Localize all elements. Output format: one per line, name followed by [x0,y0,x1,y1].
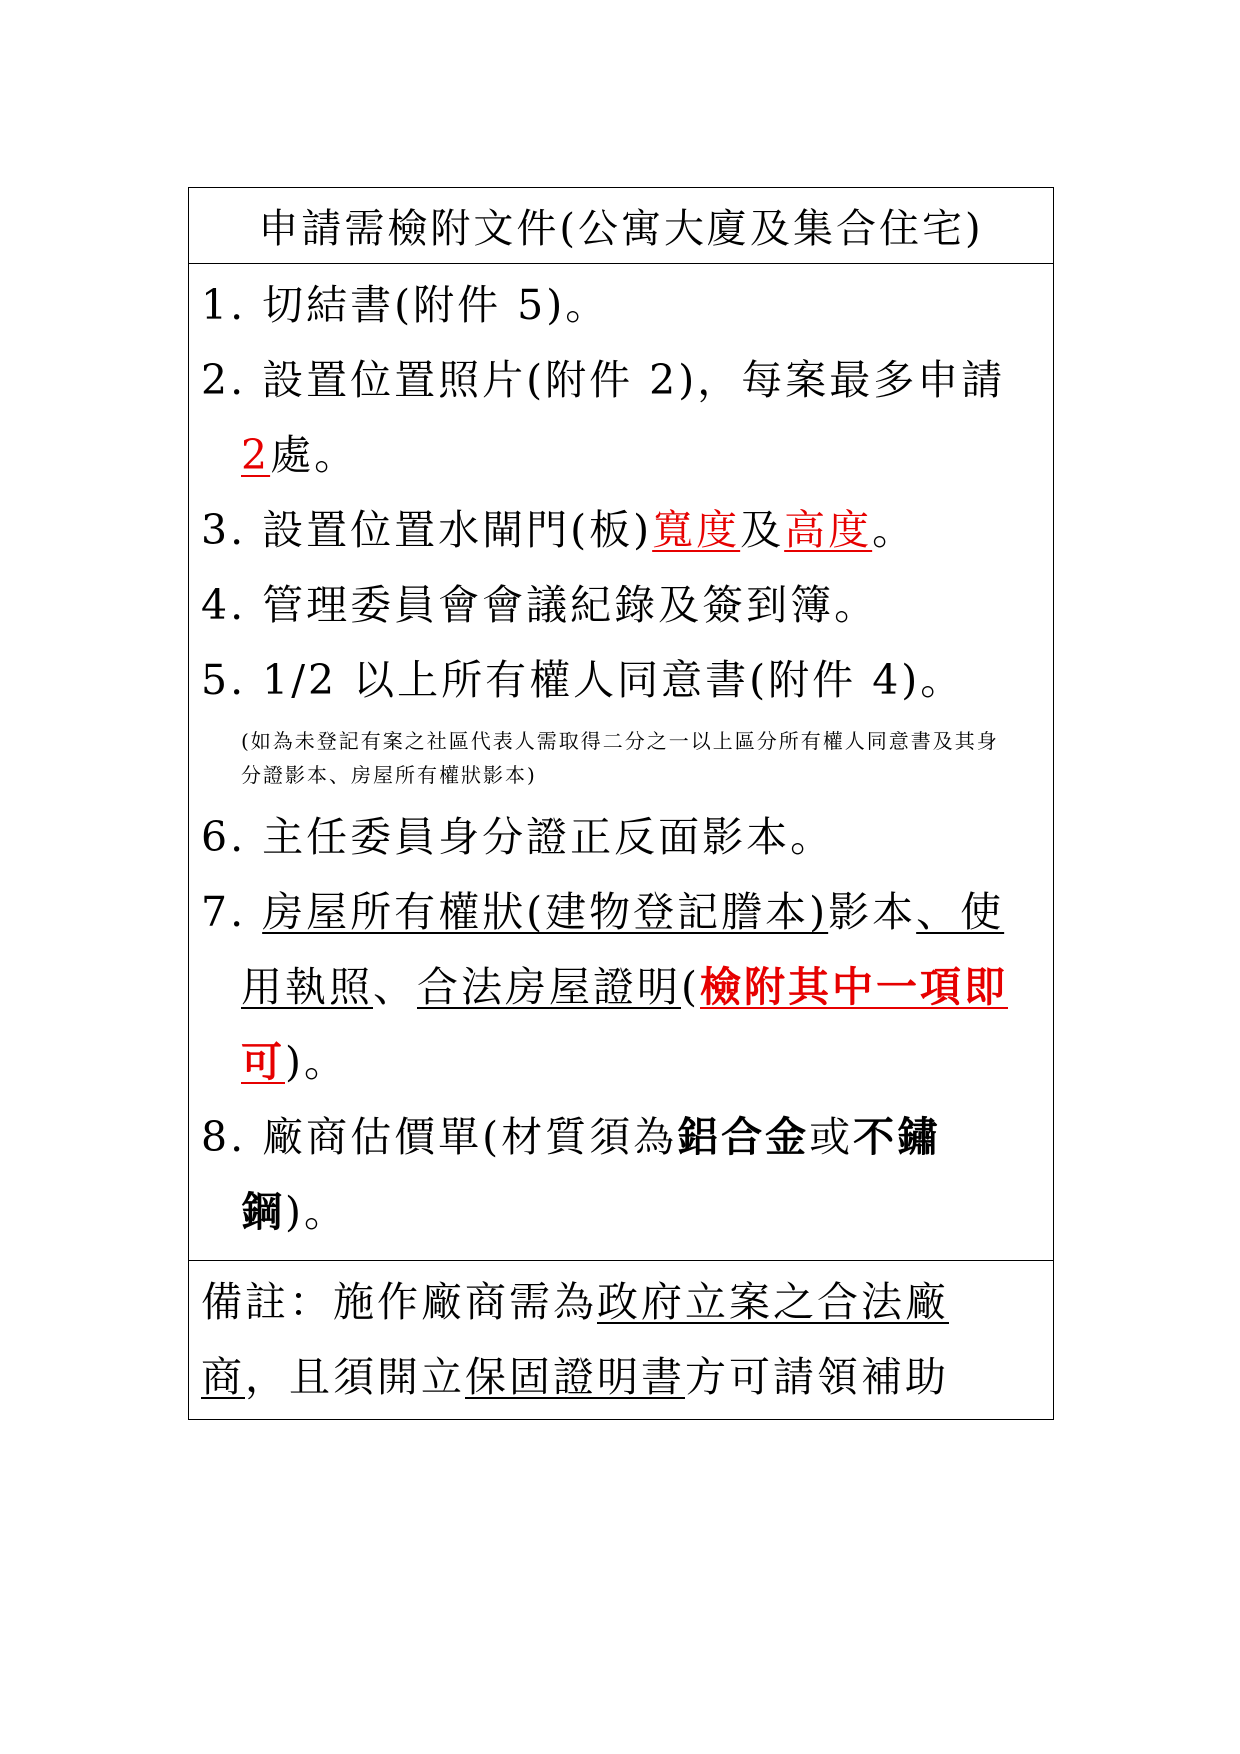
registered-contractor-text: 政府立案之合法廠 [597,1278,949,1326]
list-item-3: 3. 設置位置水閘門(板)寬度及高度。 [201,506,917,554]
list-item-4: 4. 管理委員會會議紀錄及簽到簿。 [201,581,879,629]
list-item-7: 7. 房屋所有權狀(建物登記謄本)影本、使 [201,888,1005,936]
table-header [189,188,1053,264]
list-item-7-continued-2: 可)。 [241,1038,348,1086]
legal-house-proof-text: 合法房屋證明 [417,963,681,1011]
remarks-line-1: 備註：施作廠商需為政府立案之合法廠 [201,1278,949,1326]
list-item-1: 1. 切結書(附件 5)。 [201,281,610,329]
warranty-certificate-text: 保固證明書 [465,1353,685,1401]
list-item-2-continued: 2處。 [241,431,359,479]
remarks-line-2: 商，且須開立保固證明書方可請領補助 [201,1353,949,1401]
list-item-5-note-line-1: (如為未登記有案之社區代表人需取得二分之一以上區分所有權人同意書及其身 [241,729,999,753]
requirements-table [188,187,1054,1420]
max-count-highlight: 2 [241,431,271,479]
height-highlight: 高度 [784,506,873,554]
remarks-section [189,1261,1053,1419]
ownership-certificate-text: 房屋所有權狀(建物登記謄本) [262,888,829,936]
table-title: 申請需檢附文件(公寓大廈及集合住宅) [258,206,984,252]
list-item-5: 5. 1/2 以上所有權人同意書(附件 4)。 [201,656,965,704]
list-item-7-continued: 用執照、合法房屋證明(檢附其中一項即 [241,963,1008,1011]
list-item-8: 8. 廠商估價單(材質須為鋁合金或不鏽 [201,1113,942,1161]
requirements-list [189,264,1053,1261]
list-item-6: 6. 主任委員身分證正反面影本。 [201,813,835,861]
any-one-highlight: 檢附其中一項即 [700,963,1008,1011]
list-item-2: 2. 設置位置照片(附件 2)，每案最多申請 [201,356,1006,404]
list-item-8-continued: 鋼)。 [241,1188,348,1236]
list-item-5-note-line-2: 分證影本、房屋所有權狀影本) [241,763,537,787]
width-highlight: 寬度 [652,506,741,554]
aluminum-alloy-text: 鋁合金 [677,1113,810,1161]
usage-license-text: 用執照 [241,963,373,1011]
stainless-steel-text: 不鏽 [853,1113,942,1161]
